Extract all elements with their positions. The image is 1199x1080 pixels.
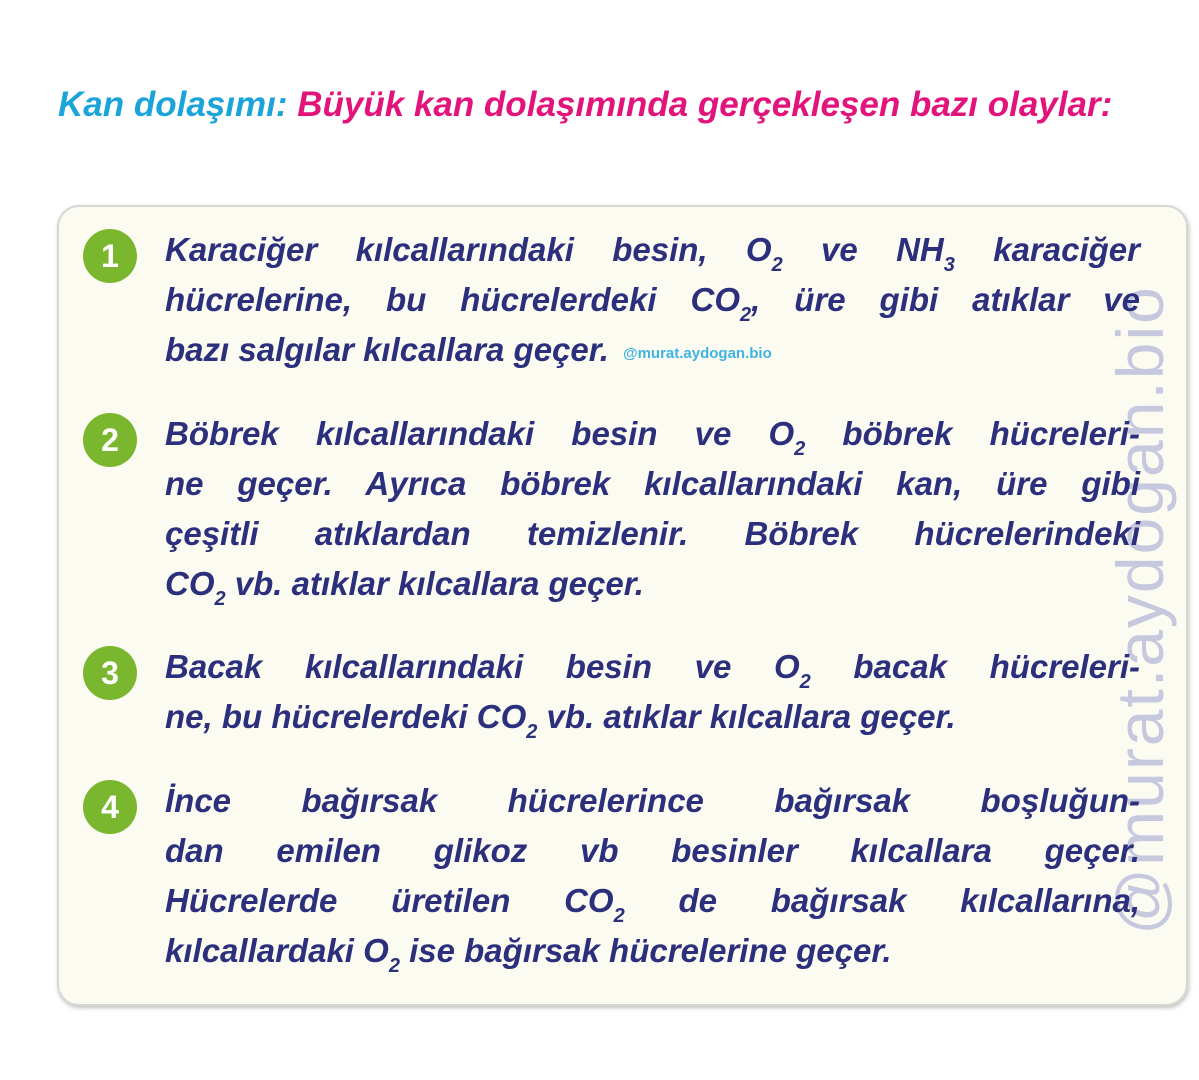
item-text [165,412,1140,612]
text-line [165,695,1140,745]
text-segment: ve NH [782,231,944,268]
watermark: @murat.aydogan.bio [1103,285,1177,935]
text-segment: ne geçer. Ayrıca böbrek kılcallarındaki kan, üre gibi [165,465,1140,502]
text-line [165,278,1140,328]
subscript: 2 [799,671,811,693]
text-segment: Hücrelerde üretilen CO [165,882,614,919]
text-segment: çeşitli atıklardan temizlenir. Böbrek hücrelerindeki [165,515,1140,552]
text-segment: Karaciğer kılcallarındaki besin, O [165,231,772,268]
text-segment: karaciğer [954,231,1140,268]
text-segment: Bacak kılcallarındaki besin ve O [165,648,800,685]
text-line [165,462,1140,512]
title-rest: Büyük kan dolaşımında gerçekleşen bazı olaylar: [287,85,1113,124]
item-text [165,779,1140,979]
text-segment: , üre gibi atıklar ve [751,281,1141,318]
text-line [165,829,1140,879]
text-segment: hücrelerine, bu hücrelerdeki CO [165,281,740,318]
number-badge: 3 [83,646,137,700]
text-segment: CO [165,565,215,602]
text-segment: bazı salgılar kılcallara geçer. [165,331,609,368]
title-prefix: Kan dolaşımı: [58,85,288,124]
item-text [165,228,1140,378]
text-segment: kılcallardaki O [165,932,389,969]
text-line [165,645,1140,695]
subscript: 2 [526,721,538,743]
text-line [165,412,1140,462]
subscript: 2 [771,254,783,276]
text-line [165,779,1140,829]
text-segment: ne, bu hücrelerdeki CO [165,698,527,735]
text-segment: vb. atıklar kılcallara geçer. [225,565,644,602]
subscript: 2 [214,588,226,610]
text-segment: de bağırsak kılcallarına, [624,882,1140,919]
text-line [165,328,1140,378]
text-line [165,879,1140,929]
number-badge: 4 [83,780,137,834]
text-line [165,228,1140,278]
subscript: 2 [613,905,625,927]
subscript: 2 [388,955,400,977]
subscript: 2 [740,304,752,326]
text-segment: bacak hücreleri- [810,648,1140,685]
page-title [58,76,1138,134]
text-segment: Böbrek kılcallarındaki besin ve O [165,415,795,452]
small-watermark: @murat.aydogan.bio [622,345,772,362]
text-segment: ise bağırsak hücrelerine geçer. [399,932,892,969]
text-segment: böbrek hücreleri- [805,415,1140,452]
text-segment: İnce bağırsak hücrelerince bağırsak boşluğun- [165,782,1140,819]
text-segment: dan emilen glikoz vb besinler kılcallara geçer. [165,832,1140,869]
number-badge: 1 [83,229,137,283]
text-line [165,929,1140,979]
number-badge: 2 [83,413,137,467]
text-line [165,512,1140,562]
item-text [165,645,1140,745]
subscript: 2 [794,438,806,460]
text-line [165,562,1140,612]
text-segment: vb. atıklar kılcallara geçer. [537,698,956,735]
subscript: 3 [943,254,955,276]
